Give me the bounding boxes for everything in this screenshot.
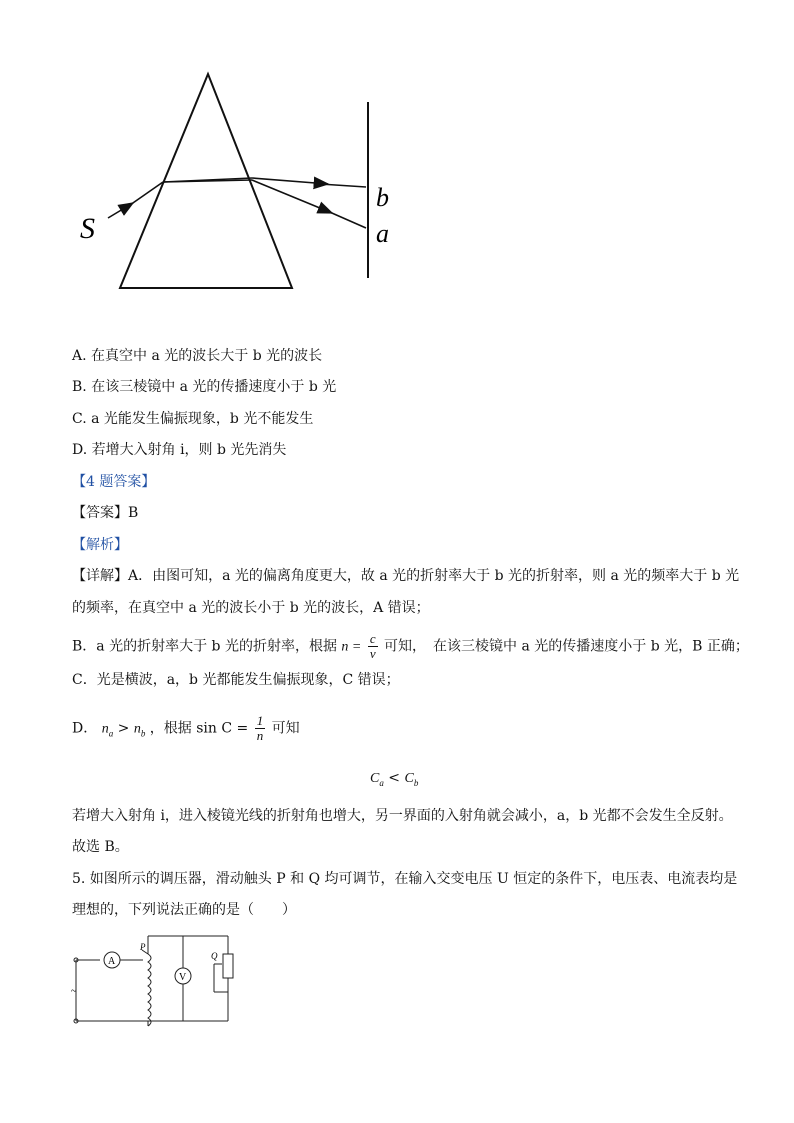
detail-c: C．光是横波，a，b 光都能发生偏振现象，C 错误； — [72, 672, 400, 688]
ray-a-inside — [163, 180, 252, 182]
critical-angle-relation: $C_a < C_b$ — [370, 770, 419, 788]
circuit-diagram — [68, 928, 248, 1028]
prism-diagram — [70, 60, 410, 300]
detail-e-line1: 若增大入射角 i，进入棱镜光线的折射角也增大，另一界面的入射角就会减小，a，b 光都不会发生全反射。 — [72, 808, 733, 824]
ray-b — [252, 178, 328, 184]
fraction-1-over-n: $\frac{1}{n}$ — [256, 713, 264, 743]
option-b: B. 在该三棱镜中 a 光的传播速度小于 b 光 — [72, 379, 337, 395]
ammeter-label: A — [108, 956, 116, 967]
detail-a-line1: 【详解】A．由图可知，a 光的偏离角度更大，故 a 光的折射率大于 b 光的折射率，则 a 光的频率大于 b 光 — [72, 568, 740, 584]
ray-a — [252, 180, 332, 213]
detail-b: B．a 光的折射率大于 b 光的折射率，根据 n = $\frac{c}{v}$ 可知， 在该三棱镜中 a 光的传播速度小于 b 光，B 正确； — [72, 631, 749, 661]
label-b: b — [376, 183, 389, 212]
label-S: S — [80, 212, 95, 245]
answer-header: 【4 题答案】 — [72, 474, 156, 490]
incident-ray — [108, 203, 133, 218]
detail-a-line2: 的频率，在真空中 a 光的波长小于 b 光的波长，A 错误； — [72, 600, 430, 616]
ac-source-icon: ~ — [71, 986, 77, 997]
label-a: a — [376, 219, 389, 248]
rheostat — [223, 954, 233, 978]
option-d: D. 若增大入射角 i，则 b 光先消失 — [72, 442, 287, 458]
option-c: C. a 光能发生偏振现象，b 光不能发生 — [72, 411, 314, 427]
option-a: A. 在真空中 a 光的波长大于 b 光的波长 — [72, 348, 323, 364]
label-Q: Q — [211, 951, 218, 961]
label-P: P — [140, 942, 146, 952]
analysis-header: 【解析】 — [72, 537, 128, 553]
detail-d: D． $n_a > n_b$ ，根据 sin C = $\frac{1}{n}$ 可知 — [72, 713, 300, 743]
voltmeter-label: V — [179, 972, 187, 983]
detail-e-line2: 故选 B。 — [72, 839, 129, 855]
fraction-c-over-v: $\frac{c}{v}$ — [369, 631, 376, 661]
question5-line2: 理想的，下列说法正确的是（ ） — [72, 902, 296, 918]
answer: 【答案】B — [72, 505, 139, 521]
question5-line1: 5. 如图所示的调压器，滑动触头 P 和 Q 均可调节，在输入交变电压 U 恒定的条件下，电压表、电流表均是 — [72, 871, 738, 887]
